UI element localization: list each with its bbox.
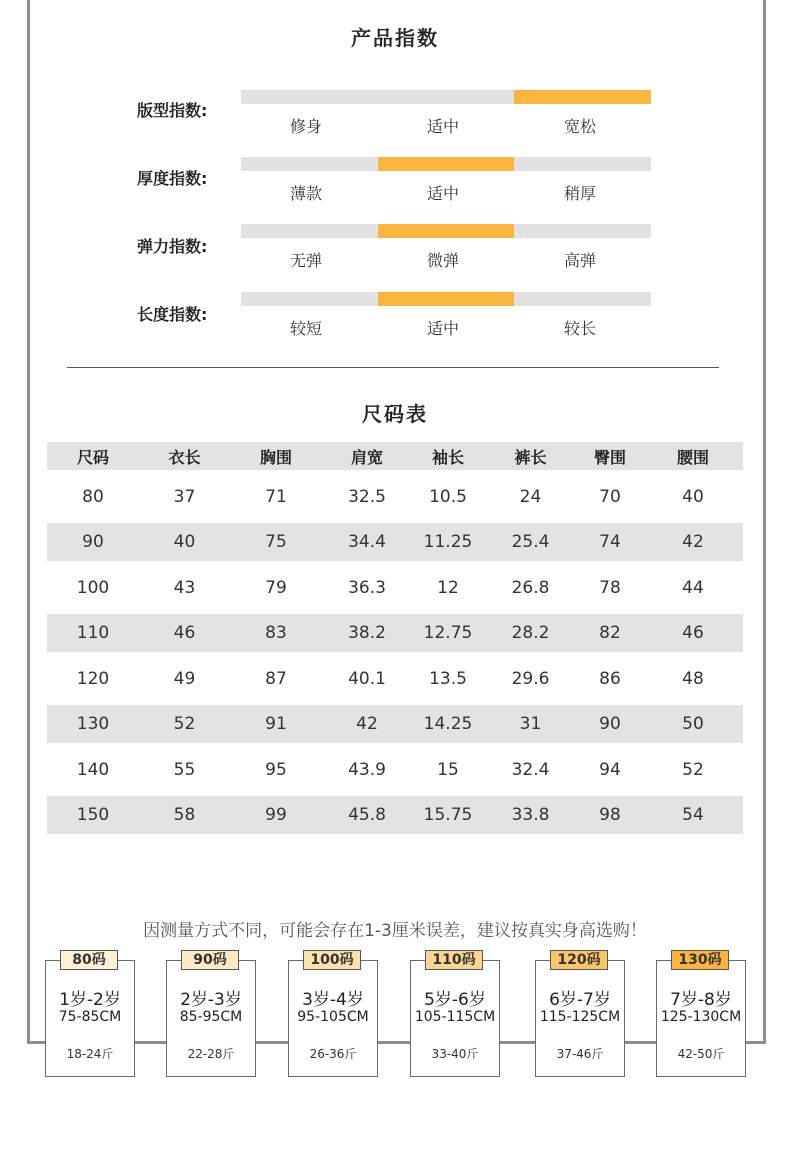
table-cell: 52 (173, 714, 196, 734)
table-cell: 10.5 (429, 486, 467, 507)
table-cell: 43.9 (348, 759, 386, 780)
table-cell: 140 (76, 759, 110, 780)
product-index-title: 产品指数 (351, 26, 439, 50)
age-range: 1岁-2岁 (59, 990, 121, 1010)
table-cell: 46 (173, 623, 196, 643)
table-cell: 52 (682, 759, 704, 780)
table-header-cell: 臀围 (593, 447, 626, 467)
table-cell: 12 (437, 577, 459, 598)
table-cell: 13.5 (429, 668, 467, 689)
table-row (47, 470, 743, 523)
age-range: 2岁-3岁 (180, 990, 242, 1010)
table-cell: 99 (265, 805, 287, 825)
index-segment (378, 157, 515, 171)
table-cell: 83 (265, 623, 287, 643)
index-segment (241, 157, 378, 171)
height-range: 105-115CM (414, 1009, 496, 1025)
index-segment (378, 224, 515, 238)
table-row (47, 705, 743, 743)
table-cell: 43 (173, 577, 196, 598)
index-segment (241, 90, 378, 104)
weight-range: 37-46斤 (556, 1047, 604, 1061)
table-cell: 120 (76, 668, 110, 689)
index-segment (514, 90, 651, 104)
table-cell: 28.2 (511, 623, 550, 643)
size-guide-card (535, 952, 625, 1077)
table-cell: 11.25 (423, 532, 473, 552)
index-bar (241, 224, 651, 238)
frame-left-border (27, 0, 30, 1044)
table-header-row (47, 442, 743, 470)
table-cell: 98 (599, 805, 621, 825)
table-header-cell: 尺码 (76, 447, 109, 467)
table-cell: 80 (82, 486, 104, 507)
weight-range: 18-24斤 (66, 1047, 114, 1061)
table-cell: 42 (356, 714, 378, 734)
size-badge: 130码 (671, 950, 729, 970)
age-range: 3岁-4岁 (302, 990, 364, 1010)
table-cell: 91 (265, 714, 287, 734)
index-option: 适中 (426, 319, 459, 338)
size-guide-card (45, 952, 135, 1077)
height-range: 95-105CM (297, 1009, 369, 1025)
frame-right-border (763, 0, 766, 1044)
table-cell: 100 (76, 577, 110, 598)
table-cell: 40 (173, 532, 196, 552)
table-header-cell: 胸围 (259, 447, 292, 467)
table-cell: 50 (682, 714, 704, 734)
table-cell: 110 (76, 623, 110, 643)
size-guide-card (166, 952, 256, 1077)
table-cell: 79 (265, 577, 287, 598)
table-header-cell: 袖长 (431, 447, 464, 467)
table-cell: 29.6 (511, 668, 550, 689)
size-guide-card (410, 952, 500, 1077)
table-cell: 32.5 (348, 486, 386, 507)
table-cell: 150 (76, 805, 110, 825)
index-option: 修身 (289, 117, 322, 136)
table-cell: 25.4 (511, 532, 550, 552)
table-header-cell: 腰围 (676, 447, 709, 467)
table-cell: 33.8 (511, 805, 550, 825)
table-cell: 40 (682, 486, 704, 507)
table-cell: 14.25 (423, 714, 473, 734)
age-range: 5岁-6岁 (424, 990, 486, 1010)
table-cell: 86 (599, 668, 621, 689)
table-cell: 15 (437, 759, 459, 780)
size-guide-card (288, 952, 378, 1077)
table-row (47, 743, 743, 796)
table-cell: 36.3 (348, 577, 386, 598)
table-cell: 58 (173, 805, 196, 825)
table-cell: 15.75 (423, 805, 473, 825)
table-cell: 70 (599, 486, 621, 507)
table-cell: 34.4 (348, 532, 386, 552)
table-cell: 95 (265, 759, 287, 780)
index-option: 适中 (426, 117, 459, 136)
table-cell: 130 (76, 714, 110, 734)
table-cell: 71 (265, 486, 287, 507)
table-cell: 32.4 (511, 759, 550, 780)
table-row (47, 523, 743, 561)
table-row (47, 796, 743, 834)
weight-range: 33-40斤 (431, 1047, 479, 1061)
index-label: 厚度指数: (137, 169, 208, 188)
index-segment (514, 292, 651, 306)
size-badge: 110码 (425, 950, 483, 970)
table-cell: 90 (82, 532, 104, 552)
table-header-cell: 裤长 (514, 447, 547, 467)
table-cell: 90 (599, 714, 621, 734)
table-cell: 78 (599, 577, 621, 598)
age-range: 7岁-8岁 (670, 990, 732, 1010)
table-header-cell: 肩宽 (350, 447, 383, 467)
index-segment (514, 224, 651, 238)
size-badge: 90码 (181, 950, 239, 970)
table-cell: 55 (173, 759, 196, 780)
age-range: 6岁-7岁 (549, 990, 611, 1010)
index-bar (241, 292, 651, 306)
table-cell: 31 (519, 714, 542, 734)
index-option: 较长 (563, 319, 596, 338)
index-label: 弹力指数: (137, 237, 208, 256)
height-range: 115-125CM (539, 1009, 621, 1025)
index-option: 稍厚 (563, 184, 596, 203)
index-segment (378, 292, 515, 306)
table-cell: 45.8 (348, 805, 386, 825)
index-bar (241, 157, 651, 171)
table-cell: 38.2 (348, 623, 386, 643)
index-segment (378, 90, 515, 104)
height-range: 85-95CM (179, 1009, 243, 1025)
table-cell: 24 (519, 486, 542, 507)
index-option: 高弹 (563, 251, 596, 270)
table-row (47, 561, 743, 614)
index-option: 宽松 (563, 117, 596, 136)
table-cell: 26.8 (511, 577, 550, 598)
index-bar (241, 90, 651, 104)
measurement-note: 因测量方式不同，可能会存在1-3厘米误差，建议按真实身高选购！ (143, 921, 647, 941)
height-range: 75-85CM (58, 1009, 122, 1025)
size-table-title: 尺码表 (362, 402, 428, 426)
table-cell: 40.1 (348, 668, 386, 689)
table-cell: 74 (599, 532, 621, 552)
weight-range: 22-28斤 (187, 1047, 235, 1061)
table-cell: 94 (599, 759, 621, 780)
weight-range: 42-50斤 (677, 1047, 725, 1061)
table-cell: 54 (682, 805, 704, 825)
table-cell: 42 (682, 532, 704, 552)
size-badge: 100码 (303, 950, 361, 970)
index-label: 版型指数: (137, 101, 208, 120)
index-segment (241, 292, 378, 306)
index-segment (241, 224, 378, 238)
table-cell: 82 (599, 623, 621, 643)
table-cell: 46 (682, 623, 704, 643)
table-header-cell: 衣长 (168, 447, 201, 467)
table-cell: 12.75 (423, 623, 473, 643)
size-table (47, 442, 743, 834)
index-option: 无弹 (289, 251, 322, 270)
height-range: 125-130CM (660, 1009, 742, 1025)
weight-range: 26-36斤 (309, 1047, 357, 1061)
size-guide-card (656, 952, 746, 1077)
index-option: 较短 (289, 319, 322, 338)
table-cell: 37 (173, 486, 196, 507)
table-cell: 44 (682, 577, 704, 598)
table-row (47, 652, 743, 705)
size-badge: 80码 (60, 950, 118, 970)
table-cell: 49 (173, 668, 196, 689)
table-cell: 48 (682, 668, 704, 689)
index-option: 适中 (426, 184, 459, 203)
section-divider (67, 367, 719, 368)
index-option: 微弹 (426, 251, 459, 270)
table-cell: 75 (265, 532, 287, 552)
index-option: 薄款 (289, 184, 322, 203)
table-row (47, 614, 743, 652)
index-segment (514, 157, 651, 171)
table-cell: 87 (265, 668, 287, 689)
index-label: 长度指数: (137, 305, 208, 324)
size-badge: 120码 (550, 950, 608, 970)
